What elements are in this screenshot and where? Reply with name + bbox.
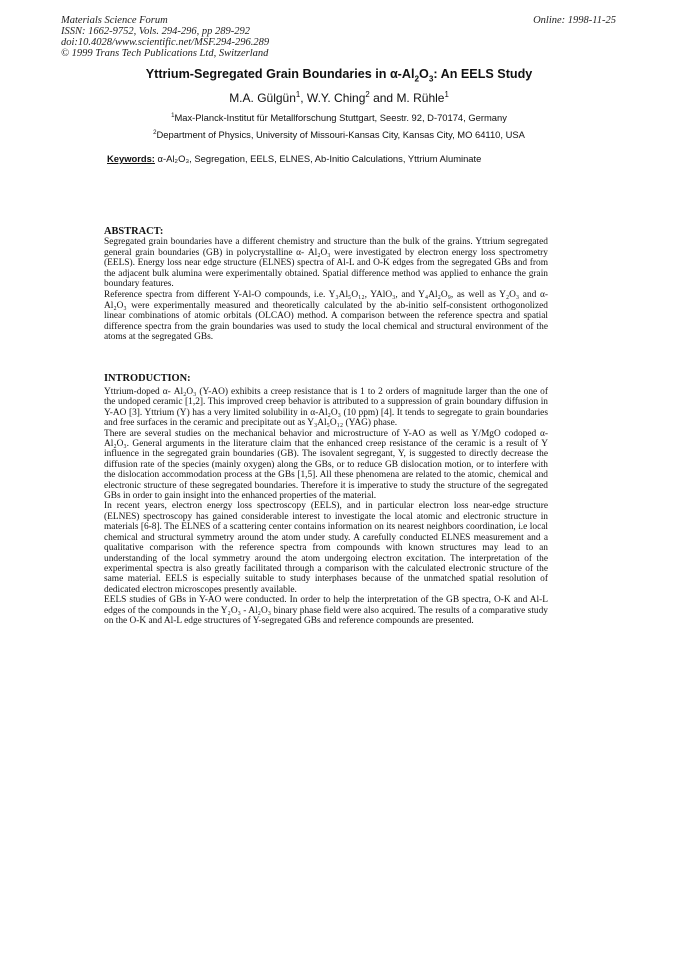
online-date: Online: 1998-11-25 (533, 15, 616, 26)
intro-paragraph: There are several studies on the mechanical behavior and microstructure of Y-AO as well as Y/MgO codoped α- Al₂O₃. General arguments in the literature claim that the enhanced creep resistance of the ceramic is a result of Y influence in the segregated grain boundaries (GB). The isovalent segregant, Y, is suggested to directly decrease the diffusion rate of the species (mainly oxygen) along the GBs, or to reduce GB dislocation motion, or to interfere with the dislocation accommodation process at the GBs [1,5]. All these phenomena are related to the atomic, chemical and electronic structure of these segregated boundaries. Therefore it is imperative to study the structure of the segregated GBs in order to gain insight into the enhanced properties of the material. (104, 428, 548, 502)
doi-line[interactable]: doi:10.4028/www.scientific.net/MSF.294-296.289 (61, 37, 270, 48)
keywords (107, 153, 481, 164)
journal-header (61, 15, 269, 59)
author: M.A. Gülgün (229, 91, 296, 105)
paper-title: Yttrium-Segregated Grain Boundaries in $\alpha-Al_2O_3$: An EELS Study (145, 67, 533, 84)
issn-line: ISSN: 1662-9752, Vols. 294-296, pp 289-292 (61, 26, 250, 37)
keywords-text: α-Al₂O₃, Segregation, EELS, ELNES, Ab-Initio Calculations, Yttrium Aluminate (157, 153, 482, 164)
author: M. Rühle (396, 91, 445, 105)
author: W.Y. Ching (306, 91, 366, 105)
copyright-line: © 1999 Trans Tech Publications Ltd, Switzerland (61, 48, 269, 59)
introduction-heading: INTRODUCTION: (104, 373, 191, 384)
abstract-paragraph: Reference spectra from different Y-Al-O compounds, i.e. Y₃Al₅O₁₂, YAlO₃, and Y₄Al₂O₉, as well as Y₂O₃ and α-Al₂O₃ were experimentally measured and theoretically calculated by the ab-initio self-consistent orthogonolized linear combinations of atomic orbitals (OLCAO) method. A comparison between the reference spectra and spatial difference spectra from the grain boundaries was used to study the local chemical and structural environment of the atoms at the segregated GBs. (104, 289, 548, 343)
affiliation-2: $^2$Department of Physics, University of Missouri-Kansas City, Kansas City, MO 64110, USA (153, 128, 525, 140)
keywords-label: Keywords: (107, 153, 155, 164)
author-list: M.A. Gülgün$^1$, W.Y. Ching$^2$ and M. Rühle$^1$ (229, 90, 449, 105)
intro-paragraph: In recent years, electron energy loss spectroscopy (EELS), and in particular electron loss near-edge structure (ELNES) spectroscopy has gained considerable interest to investigate the local atomic and electronic structure in materials [6-8]. The ELNES of a scattering center contains information on its nearest neighbors coordination, i.e local chemical and structural symmetry around the atom under study. A carefully conducted ELNES measurement and a qualitative comparison with the reference spectra from compounds with known structures may lead to an understanding of the local symmetry around the atom undergoing electron excitation. The interpretation of the experimental spectra is also greatly facilitated through a comparison with the calculated electronic structure of the same material. EELS is especially suitable to study interphases because of the unmatched spatial resolution of dedicated electron microscopes presently available. (104, 501, 548, 595)
intro-paragraph: EELS studies of GBs in Y-AO were conducted. In order to help the interpretation of the GB spectra, O-K and Al-L edges of the compounds in the Y₂O₃ - Al₂O₃ binary phase field were also acquired. The results of a comparative study on the O-K and Al-L edge structures of Y-segregated GBs and reference compounds are presented. (104, 595, 548, 626)
introduction-body (104, 387, 548, 626)
abstract-paragraph: Segregated grain boundaries have a different chemistry and structure than the bulk of the grains. Yttrium segregated general grain boundaries (GB) in polycrystalline α- Al₂O₃ were investigated by electron energy loss spectrometry (EELS). Energy loss near edge structure (ELNES) spectra of Al-L and O-K edges from the segregated GBs and from the adjacent bulk alumina were experimentally obtained. Spatial difference method was applied to enhance the grain boundary features. (104, 237, 548, 290)
affiliation-1: $^1$Max-Planck-Institut für Metallforschung Stuttgart, Seestr. 92, D-70174, Germany (171, 111, 507, 123)
intro-paragraph: Yttrium-doped α- Al₂O₃ (Y-AO) exhibits a creep resistance that is 1 to 2 orders of magnitude larger than the one of the undoped ceramic [1,2]. This improved creep behavior is attributed to a suppression of grain boundary diffusion in Y-AO [3]. Yttrium (Y) has a very limited solubility in α-Al₂O₃ (10 ppm) [4]. It tends to segregate to grain boundaries and free surfaces in the ceramic and precipitate out as Y₃Al₅O₁₂ (YAG) phase. (104, 387, 548, 429)
journal-name: Materials Science Forum (61, 15, 168, 26)
abstract-heading: ABSTRACT: (104, 226, 164, 237)
abstract-body (104, 237, 548, 343)
